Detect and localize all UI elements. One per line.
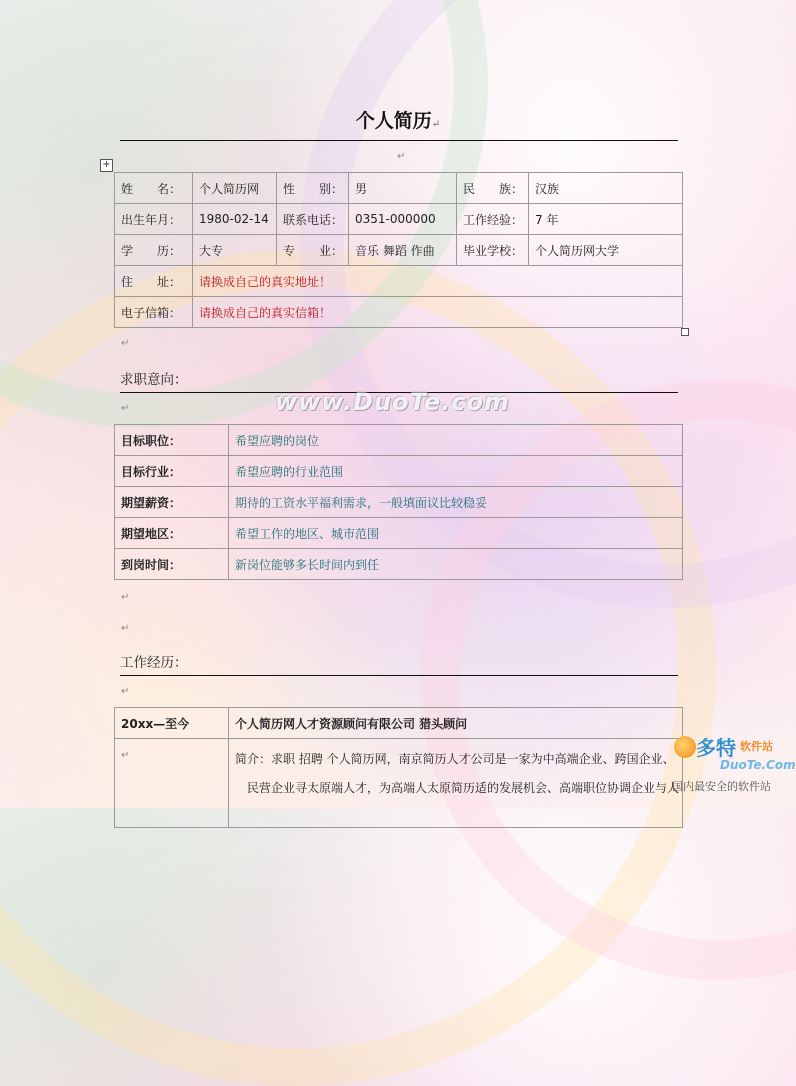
intention-heading[interactable]: 求职意向： (120, 372, 188, 388)
work-period[interactable]: 20xx—至今 (115, 708, 229, 739)
table-row (115, 235, 683, 266)
intention-table (114, 424, 683, 580)
table-row (115, 456, 683, 487)
intention-value[interactable]: 希望应聘的行业范围 (229, 456, 683, 487)
intention-label: 期望薪资： (115, 487, 229, 518)
intention-value[interactable]: 新岗位能够多长时间内到任 (229, 549, 683, 580)
table-row (115, 739, 683, 828)
work-heading[interactable]: 工作经历： (120, 655, 188, 671)
paragraph-mark: ↵ (121, 403, 130, 414)
basic-info-table (114, 172, 683, 328)
logo-icon (674, 736, 696, 758)
table-row (115, 487, 683, 518)
title-rule (120, 140, 678, 141)
work-table (114, 707, 683, 828)
work-description[interactable] (229, 739, 683, 828)
gender-value[interactable]: 男 (349, 173, 457, 204)
table-row (115, 425, 683, 456)
experience-value[interactable]: 7 年 (529, 204, 683, 235)
intention-value[interactable]: 希望工作的地区、城市范围 (229, 518, 683, 549)
table-row (115, 204, 683, 235)
table-row (115, 173, 683, 204)
intention-label: 目标职位： (115, 425, 229, 456)
birth-value[interactable]: 1980-02-14 (193, 204, 277, 235)
school-label: 毕业学校： (457, 235, 529, 266)
work-desc-line: 简介：求职 招聘 个人简历网，南京简历人才公司是一家为中高端企业、跨国企业、 (235, 752, 675, 766)
email-value[interactable]: 请换成自己的真实信箱！ (193, 297, 683, 328)
intention-label: 到岗时间： (115, 549, 229, 580)
education-label: 学 历： (115, 235, 193, 266)
email-label: 电子信箱： (115, 297, 193, 328)
ethnicity-value[interactable]: 汉族 (529, 173, 683, 204)
work-desc-line: 民营企业寻太原端人才，为高端人太原简历适的发展机会、高端职位协调企业与人 (247, 781, 680, 795)
major-value[interactable]: 音乐 舞蹈 作曲 (349, 235, 457, 266)
major-label: 专 业： (277, 235, 349, 266)
school-value[interactable]: 个人简历网大学 (529, 235, 683, 266)
logo-brand: 多特 (696, 736, 736, 760)
paragraph-mark: ↵ (121, 592, 130, 603)
table-row (115, 708, 683, 739)
phone-value[interactable]: 0351-000000 (349, 204, 457, 235)
paragraph-mark: ↵ (121, 686, 130, 697)
phone-label: 联系电话： (277, 204, 349, 235)
logo-slogan: 国内最安全的软件站 (672, 780, 771, 793)
table-row (115, 549, 683, 580)
ethnicity-label: 民 族： (457, 173, 529, 204)
work-company[interactable]: 个人简历网人才资源顾问有限公司 猎头顾问 (229, 708, 683, 739)
logo-domain: DuoTe.Com (720, 758, 796, 772)
watermark-text: www.DuoTe.com (275, 388, 510, 416)
address-value[interactable]: 请换成自己的真实地址！ (193, 266, 683, 297)
table-resize-handle[interactable] (681, 328, 689, 336)
paragraph-mark: ↵ (121, 338, 130, 349)
logo-brand-suffix: 软件站 (740, 740, 773, 753)
name-value[interactable]: 个人简历网 (193, 173, 277, 204)
document-title[interactable]: 个人简历↵ (355, 110, 441, 132)
name-label: 姓 名： (115, 173, 193, 204)
gender-label: 性 别： (277, 173, 349, 204)
work-empty-cell[interactable]: ↵ (115, 739, 229, 828)
table-row (115, 266, 683, 297)
intention-value[interactable]: 希望应聘的岗位 (229, 425, 683, 456)
site-logo (672, 732, 794, 798)
work-rule (120, 675, 678, 676)
address-label: 住 址： (115, 266, 193, 297)
paragraph-mark: ↵ (121, 623, 130, 634)
table-move-handle-icon[interactable]: + (100, 159, 113, 172)
table-row (115, 518, 683, 549)
paragraph-mark: ↵ (397, 151, 406, 162)
intention-label: 期望地区： (115, 518, 229, 549)
intention-label: 目标行业： (115, 456, 229, 487)
experience-label: 工作经验： (457, 204, 529, 235)
table-row (115, 297, 683, 328)
birth-label: 出生年月： (115, 204, 193, 235)
intention-value[interactable]: 期待的工资水平福利需求，一般填面议比较稳妥 (229, 487, 683, 518)
education-value[interactable]: 大专 (193, 235, 277, 266)
